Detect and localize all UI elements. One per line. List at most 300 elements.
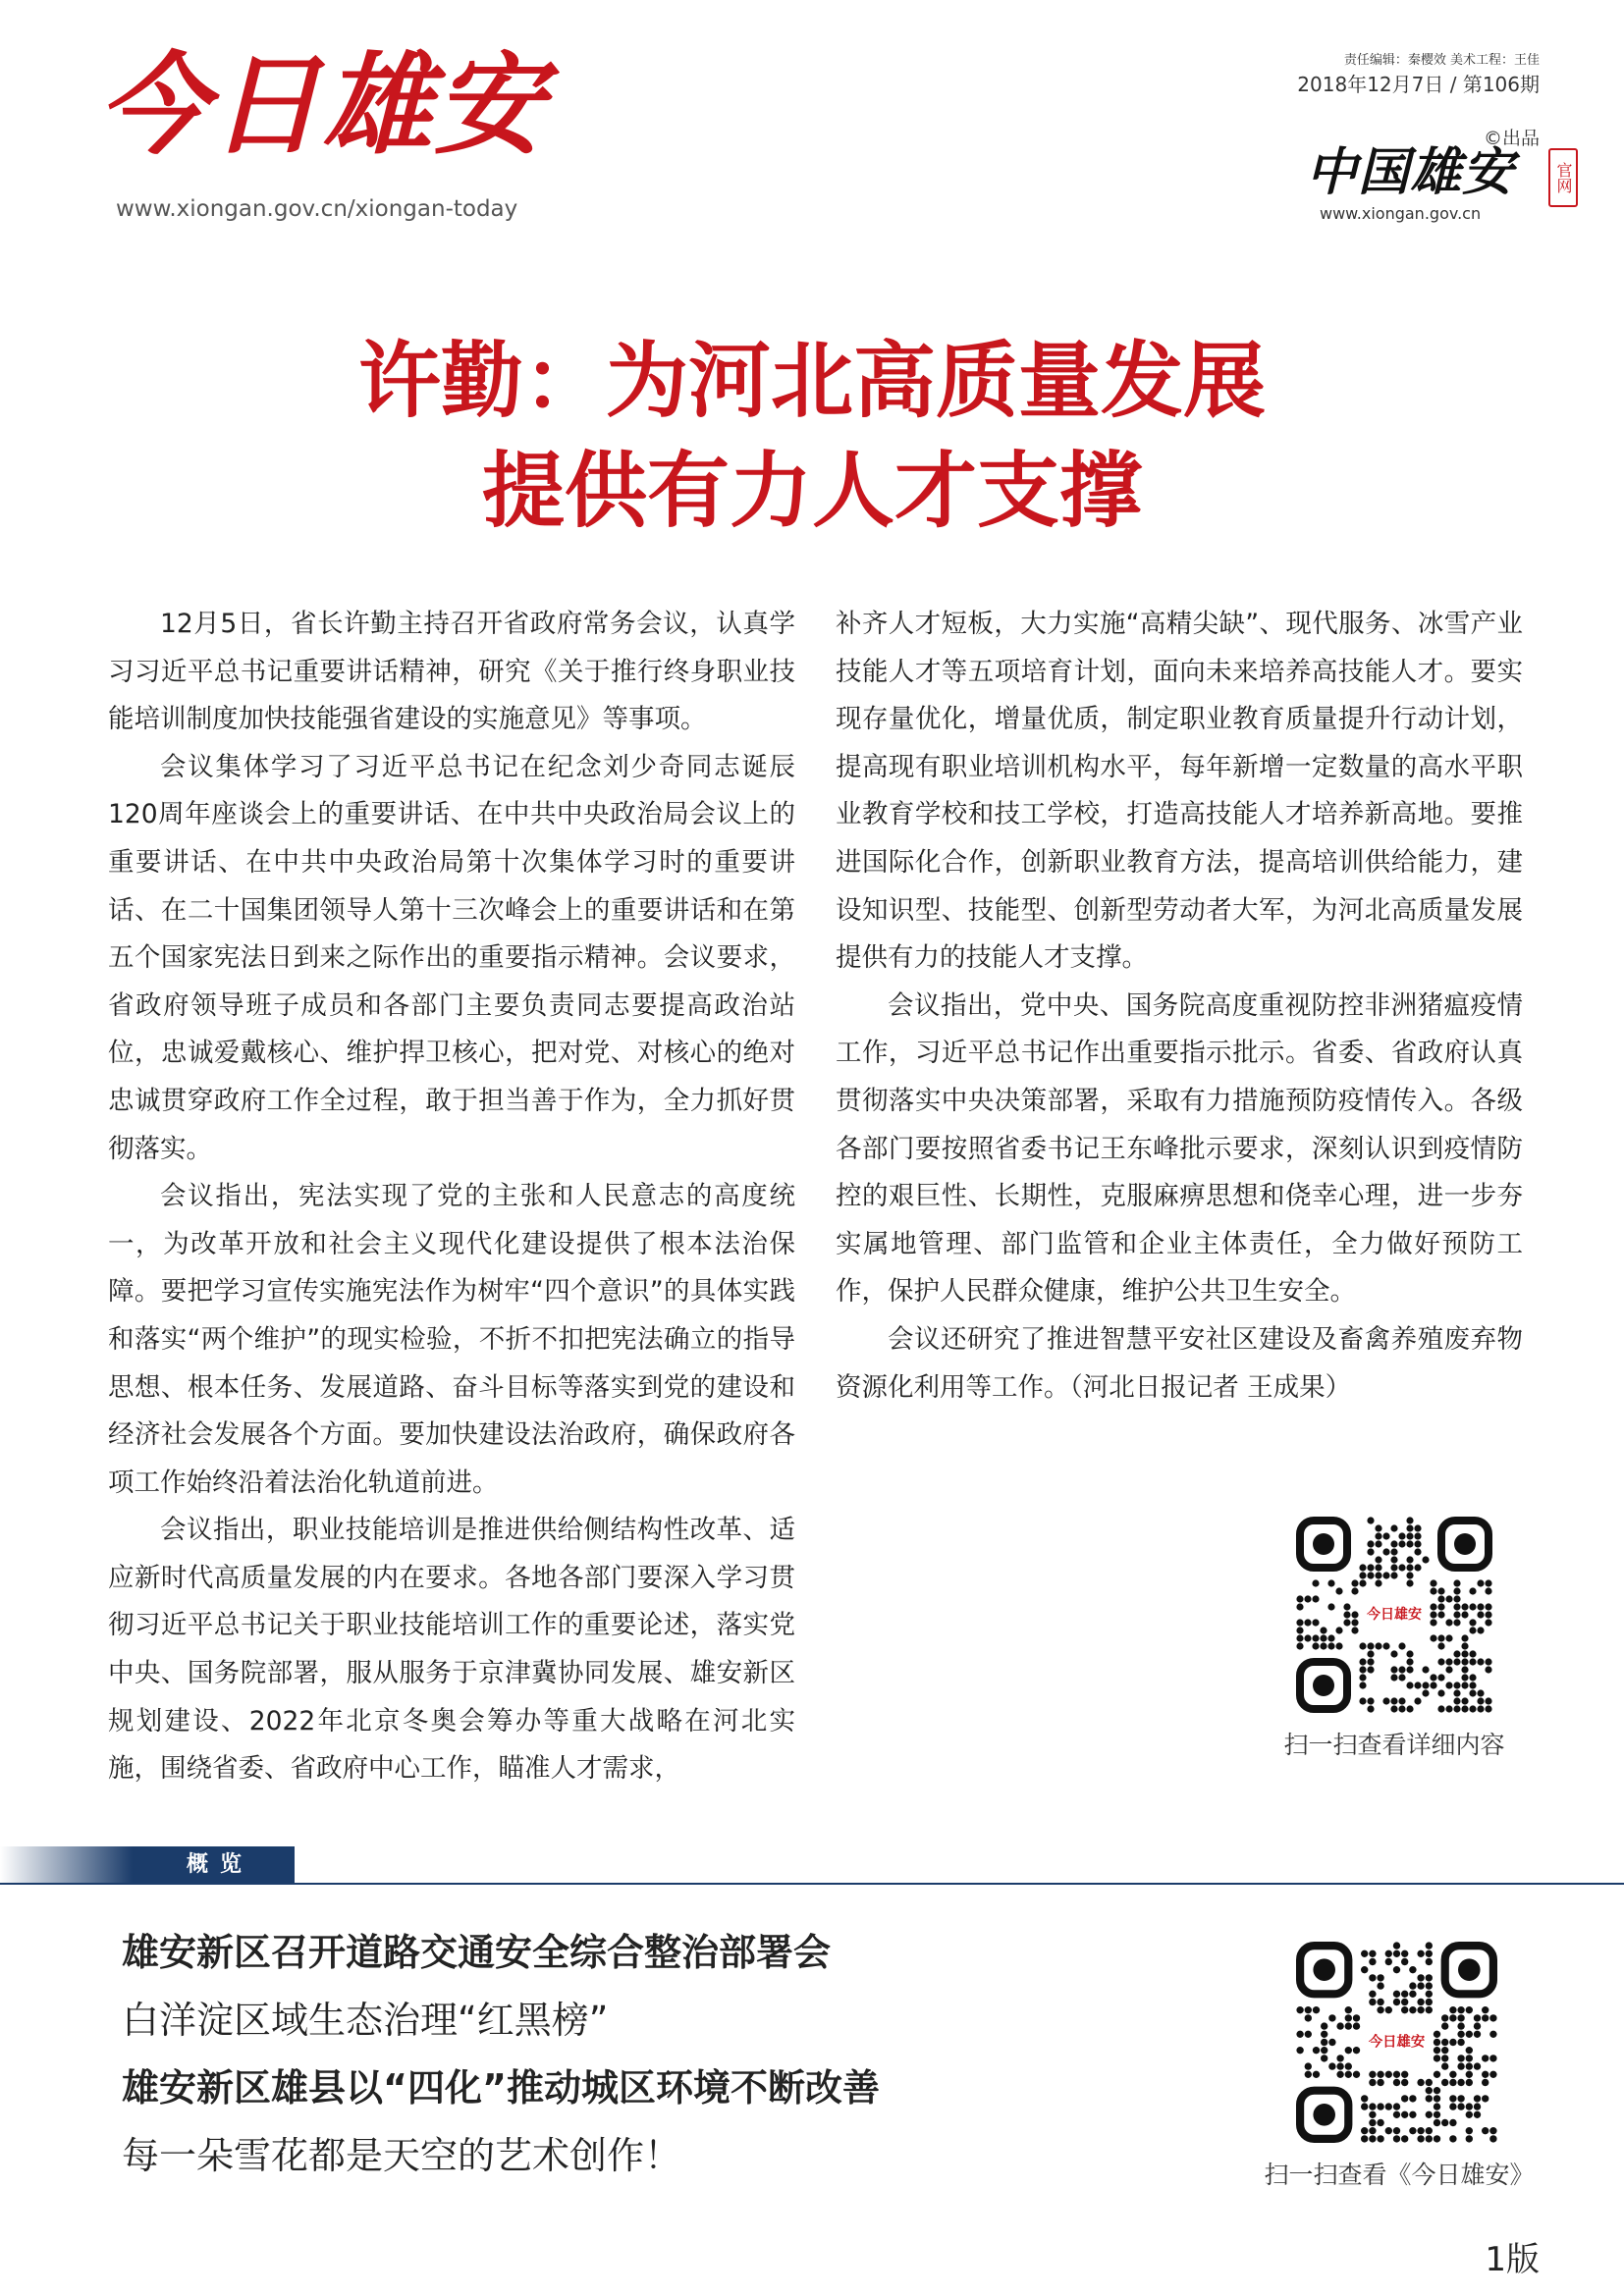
overview-divider	[0, 1883, 1624, 1885]
qr-module	[1398, 1705, 1405, 1712]
qr-module	[1441, 2119, 1448, 2126]
qr-module	[1327, 1579, 1334, 1586]
qr-module	[1426, 1982, 1433, 1989]
qr-module	[1489, 2055, 1496, 2061]
qr-module	[1345, 2006, 1352, 2013]
qr-module	[1445, 1634, 1452, 1641]
qr-module	[1377, 2006, 1383, 2013]
qr-module	[1367, 1705, 1374, 1712]
qr-module	[1466, 2079, 1473, 2086]
qr-module	[1469, 1674, 1476, 1681]
qr-module	[1345, 2062, 1352, 2069]
qr-module	[1441, 2047, 1448, 2054]
qr-module	[1304, 1595, 1311, 1602]
overview-item[interactable]: 雄安新区雄县以“四化”推动城区环境不断改善	[122, 2066, 880, 2109]
qr-module	[1369, 2135, 1376, 2142]
qr-module	[1369, 1958, 1376, 1965]
qr-module	[1477, 1697, 1484, 1704]
qr-module	[1369, 2119, 1376, 2126]
qr-module	[1369, 2127, 1376, 2134]
qr-module	[1409, 2095, 1416, 2102]
qr-module	[1482, 2079, 1489, 2086]
qr-module	[1466, 2047, 1473, 2054]
qr-module	[1434, 2039, 1440, 2046]
qr-module	[1390, 1666, 1397, 1673]
qr-module	[1328, 2039, 1335, 2046]
qr-module	[1457, 2022, 1464, 2029]
qr-module	[1345, 2014, 1352, 2021]
qr-module	[1426, 2095, 1433, 2102]
qr-module	[1489, 2014, 1496, 2021]
qr-module	[1296, 2047, 1303, 2054]
qr-module	[1449, 2103, 1456, 2109]
qr-module	[1304, 1619, 1311, 1626]
qr-module	[1441, 2079, 1448, 2086]
qr-module	[1351, 1619, 1358, 1626]
brand-url[interactable]: www.xiongan.gov.cn	[1320, 204, 1482, 223]
qr-module	[1437, 1603, 1444, 1610]
qr-module	[1351, 1611, 1358, 1618]
qr-module	[1426, 2006, 1433, 2013]
qr-module	[1461, 1642, 1468, 1649]
qr-module	[1453, 1682, 1460, 1688]
qr-module	[1320, 1642, 1326, 1649]
qr-module	[1327, 1634, 1334, 1641]
qr-module	[1457, 2095, 1464, 2102]
qr-finder-dot	[1313, 2104, 1335, 2126]
qr-module	[1434, 2119, 1440, 2126]
qr-module	[1409, 2127, 1416, 2134]
qr-module	[1375, 1532, 1381, 1539]
qr-module	[1426, 1942, 1433, 1949]
qr-module	[1414, 1532, 1421, 1539]
qr-module	[1393, 1966, 1400, 1973]
qr-module	[1485, 1603, 1491, 1610]
qr-module	[1406, 1517, 1413, 1523]
qr-module	[1393, 2111, 1400, 2118]
overview-item[interactable]: 雄安新区召开道路交通安全综合整治部署会	[122, 1931, 832, 1974]
headline	[0, 326, 1624, 546]
qr-module	[1321, 2031, 1327, 2038]
qr-module	[1359, 1579, 1366, 1586]
qr-module	[1369, 2071, 1376, 2078]
qr-module	[1409, 1982, 1416, 1989]
qr-code-graphic	[1296, 1942, 1497, 2143]
qr-module	[1426, 2087, 1433, 2094]
qr-module	[1398, 1532, 1405, 1539]
qr-module	[1335, 1642, 1342, 1649]
qr-module	[1367, 1548, 1374, 1555]
qr-module	[1461, 1666, 1468, 1673]
qr-module	[1377, 2071, 1383, 2078]
qr-module	[1422, 1689, 1429, 1696]
qr-module	[1453, 1705, 1460, 1712]
qr-module	[1377, 2079, 1383, 2086]
qr-module	[1305, 2071, 1312, 2078]
qr-module	[1369, 1974, 1376, 1981]
qr-module	[1336, 2062, 1343, 2069]
qr-module	[1457, 2103, 1464, 2109]
qr-module	[1437, 1634, 1444, 1641]
qr-module	[1320, 1627, 1326, 1633]
qr-module	[1409, 2006, 1416, 2013]
qr-module	[1327, 1642, 1334, 1649]
qr-module	[1434, 2031, 1440, 2038]
qr-module	[1469, 1619, 1476, 1626]
qr-module	[1426, 1991, 1433, 1998]
qr-module	[1437, 1674, 1444, 1681]
qr-module	[1312, 1595, 1319, 1602]
qr-module	[1382, 1572, 1389, 1578]
qr-module	[1474, 2103, 1481, 2109]
qr-module	[1417, 2135, 1424, 2142]
qr-module	[1296, 2031, 1303, 2038]
qr-module	[1457, 2014, 1464, 2021]
qr-module	[1417, 1999, 1424, 2005]
qr-module	[1457, 2062, 1464, 2069]
qr-module	[1377, 1974, 1383, 1981]
qr-module	[1417, 1974, 1424, 1981]
qr-module	[1445, 1705, 1452, 1712]
qr-module	[1477, 1579, 1484, 1586]
qr-module	[1401, 1999, 1408, 2005]
qr-module	[1401, 2135, 1408, 2142]
qr-module	[1449, 2006, 1456, 2013]
overview-item[interactable]: 每一朵雪花都是天空的艺术创作！	[122, 2134, 682, 2177]
qr-module	[1353, 2047, 1360, 2054]
qr-module	[1353, 2014, 1360, 2021]
qr-module	[1369, 2079, 1376, 2086]
qr-module	[1406, 1556, 1413, 1563]
qr-module	[1449, 2014, 1456, 2021]
qr-module	[1336, 2071, 1343, 2078]
article-column-left	[108, 601, 795, 1793]
qr-module	[1417, 1950, 1424, 1957]
qr-module	[1328, 2062, 1335, 2069]
qr-module	[1469, 1587, 1476, 1594]
qr-module	[1296, 2006, 1303, 2013]
qr-code-details[interactable]	[1296, 1517, 1492, 1713]
qr-module	[1461, 1611, 1468, 1618]
qr-module	[1485, 1705, 1491, 1712]
qr-module	[1453, 1611, 1460, 1618]
qr-module	[1489, 2135, 1496, 2142]
qr-module	[1469, 1650, 1476, 1657]
qr-module	[1382, 1548, 1389, 1555]
qr-module	[1398, 1540, 1405, 1547]
qr-module	[1335, 1587, 1342, 1594]
qr-module	[1449, 2071, 1456, 2078]
qr-module	[1385, 2103, 1392, 2109]
qr-module	[1401, 1991, 1408, 1998]
article-paragraph: 会议指出，党中央、国务院高度重视防控非洲猪瘟疫情工作，习近平总书记作出重要指示批示。省委、省政府认真贯彻落实中央决策部署，采取有力措施预防疫情传入。各级各部门要按照省委书记王东峰批示要求，深刻认识到疫情防控的艰巨性、长期性，克服麻痹思想和侥幸心理，进一步夯实属地管理、部门监管和企业主体责任，全力做好预防工作，保护人民群众健康，维护公共卫生安全。	[836, 989, 1523, 1308]
qr-module	[1445, 1666, 1452, 1673]
qr-module	[1434, 2071, 1440, 2078]
page-number: 1版	[1485, 2240, 1540, 2279]
qr-module	[1430, 1674, 1436, 1681]
qr-module	[1359, 1642, 1366, 1649]
qr-module	[1401, 2006, 1408, 2013]
qr-module	[1296, 1595, 1303, 1602]
qr-caption-today: 扫一扫查看《今日雄安》	[1264, 2161, 1535, 2189]
qr-module	[1390, 1540, 1397, 1547]
qr-module	[1393, 1999, 1400, 2005]
qr-module	[1367, 1564, 1374, 1571]
qr-module	[1328, 2014, 1335, 2021]
qr-module	[1437, 1611, 1444, 1618]
qr-module	[1414, 1548, 1421, 1555]
qr-module	[1430, 1682, 1436, 1688]
qr-caption-details: 扫一扫查看详细内容	[1283, 1731, 1505, 1759]
qr-module	[1453, 1619, 1460, 1626]
qr-module	[1466, 2062, 1473, 2069]
qr-module	[1377, 2103, 1383, 2109]
qr-module	[1361, 1950, 1368, 1957]
qr-module	[1375, 1572, 1381, 1578]
qr-module	[1457, 2079, 1464, 2086]
qr-module	[1390, 1548, 1397, 1555]
qr-module	[1461, 1634, 1468, 1641]
qr-module	[1466, 2111, 1473, 2118]
qr-module	[1406, 1650, 1413, 1657]
qr-module	[1361, 2127, 1368, 2134]
qr-module	[1305, 2062, 1312, 2069]
qr-module	[1453, 1650, 1460, 1657]
qr-module	[1296, 1642, 1303, 1649]
qr-module	[1369, 1999, 1376, 2005]
qr-code-today[interactable]	[1296, 1942, 1497, 2143]
qr-module	[1321, 2022, 1327, 2029]
qr-module	[1390, 1556, 1397, 1563]
qr-module	[1382, 1532, 1389, 1539]
qr-module	[1367, 1666, 1374, 1673]
overview-item[interactable]: 白洋淀区域生态治理“红黑榜”	[122, 1999, 609, 2042]
qr-module	[1441, 2055, 1448, 2061]
qr-module	[1390, 1705, 1397, 1712]
qr-module	[1434, 2103, 1440, 2109]
qr-module	[1469, 1658, 1476, 1665]
qr-module	[1305, 2006, 1312, 2013]
qr-module	[1482, 2127, 1489, 2134]
qr-module	[1474, 2095, 1481, 2102]
qr-module	[1449, 2119, 1456, 2126]
qr-module	[1327, 1603, 1334, 1610]
qr-module	[1377, 2135, 1383, 2142]
qr-module	[1449, 2079, 1456, 2086]
qr-module	[1482, 2095, 1489, 2102]
qr-module	[1482, 2055, 1489, 2061]
qr-module	[1312, 1642, 1319, 1649]
qr-module	[1361, 2135, 1368, 2142]
qr-module	[1359, 1682, 1366, 1688]
qr-module	[1336, 2022, 1343, 2029]
article-paragraph: 补齐人才短板，大力实施“高精尖缺”、现代服务、冰雪产业技能人才等五项培育计划，面向未来培养高技能人才。要实现存量优化，增量优质，制定职业教育质量提升行动计划，提高现有职业培训机构水平，每年新增一定数量的高水平职业教育学校和技工学校，打造高技能人才培养新高地。要推进国际化合作，创新职业教育方法，提高培训供给能力，建设知识型、技能型、创新型劳动者大军，为河北高质量发展提供有力的技能人才支撑。	[836, 609, 1523, 974]
qr-module	[1393, 1942, 1400, 1949]
qr-module	[1461, 1603, 1468, 1610]
qr-module	[1385, 1958, 1392, 1965]
qr-module	[1489, 2127, 1496, 2134]
qr-module	[1422, 1682, 1429, 1688]
qr-module	[1351, 1587, 1358, 1594]
qr-module	[1434, 2055, 1440, 2061]
qr-module	[1434, 2135, 1440, 2142]
qr-module	[1426, 2127, 1433, 2134]
qr-module	[1313, 2071, 1320, 2078]
qr-module	[1406, 1705, 1413, 1712]
qr-module	[1417, 2006, 1424, 2013]
qr-module	[1485, 1611, 1491, 1618]
qr-module	[1406, 1666, 1413, 1673]
qr-module	[1406, 1540, 1413, 1547]
qr-module	[1359, 1697, 1366, 1704]
qr-module	[1441, 2014, 1448, 2021]
qr-module	[1390, 1697, 1397, 1704]
qr-module	[1489, 2031, 1496, 2038]
qr-module	[1393, 2103, 1400, 2109]
qr-module	[1461, 1705, 1468, 1712]
qr-module	[1375, 1524, 1381, 1531]
qr-module	[1345, 2022, 1352, 2029]
qr-module	[1414, 1524, 1421, 1531]
qr-module	[1351, 1627, 1358, 1633]
headline-line-2: 提供有力人才支撑	[481, 442, 1142, 539]
qr-module	[1449, 2095, 1456, 2102]
qr-module	[1304, 1634, 1311, 1641]
qr-module	[1345, 2047, 1352, 2054]
qr-module	[1477, 1689, 1484, 1696]
qr-module	[1406, 1658, 1413, 1665]
qr-module	[1390, 1524, 1397, 1531]
qr-module	[1359, 1572, 1366, 1578]
qr-module	[1437, 1705, 1444, 1712]
qr-module	[1477, 1658, 1484, 1665]
qr-module	[1401, 2079, 1408, 2086]
qr-module	[1430, 1587, 1436, 1594]
qr-module	[1401, 2071, 1408, 2078]
qr-module	[1430, 1619, 1436, 1626]
qr-module	[1393, 2079, 1400, 2086]
qr-module	[1367, 1697, 1374, 1704]
qr-module	[1385, 2127, 1392, 2134]
qr-module	[1426, 2111, 1433, 2118]
qr-finder-dot	[1313, 1675, 1334, 1696]
qr-module	[1321, 2055, 1327, 2061]
publisher-credit: ©出品	[1483, 128, 1540, 149]
qr-module	[1353, 2071, 1360, 2078]
qr-module	[1414, 1682, 1421, 1688]
qr-module	[1474, 2062, 1481, 2069]
qr-module	[1414, 1540, 1421, 1547]
qr-module	[1321, 2039, 1327, 2046]
qr-module	[1434, 2087, 1440, 2094]
qr-module	[1343, 1619, 1350, 1626]
brand-logo-text: 中国雄安	[1306, 142, 1515, 202]
qr-module	[1477, 1611, 1484, 1618]
qr-module	[1409, 1991, 1416, 1998]
qr-module	[1466, 2127, 1473, 2134]
qr-module	[1385, 2006, 1392, 2013]
qr-module	[1401, 2111, 1408, 2118]
qr-module	[1312, 1634, 1319, 1641]
qr-module	[1466, 2071, 1473, 2078]
qr-module	[1457, 2055, 1464, 2061]
masthead-title: 今日雄安	[98, 41, 546, 170]
qr-module	[1377, 2119, 1383, 2126]
qr-module	[1369, 1991, 1376, 1998]
qr-module	[1461, 1697, 1468, 1704]
qr-module	[1466, 2006, 1473, 2013]
qr-module	[1426, 2135, 1433, 2142]
qr-module	[1377, 1999, 1383, 2005]
qr-module	[1485, 1658, 1491, 1665]
qr-module	[1369, 2103, 1376, 2109]
qr-module	[1393, 2135, 1400, 2142]
qr-module	[1393, 2127, 1400, 2134]
qr-module	[1375, 1579, 1381, 1586]
qr-module	[1430, 1634, 1436, 1641]
qr-module	[1474, 2111, 1481, 2118]
qr-module	[1393, 1950, 1400, 1957]
qr-logo-text: 今日雄安	[1367, 1607, 1422, 1623]
qr-module	[1437, 1642, 1444, 1649]
qr-logo-text: 今日雄安	[1368, 2034, 1426, 2051]
qr-module	[1406, 1579, 1413, 1586]
qr-module	[1409, 1966, 1416, 1973]
qr-module	[1437, 1658, 1444, 1665]
official-stamp-icon: 官网	[1548, 148, 1578, 207]
qr-module	[1296, 1619, 1303, 1626]
qr-module	[1296, 1603, 1303, 1610]
qr-module	[1426, 1950, 1433, 1957]
qr-module	[1469, 1603, 1476, 1610]
article-paragraph: 会议指出，宪法实现了党的主张和人民意志的高度统一，为改革开放和社会主义现代化建设提供了根本法治保障。要把学习宣传实施宪法作为树牢“四个意识”的具体实践和落实“两个维护”的现实检验，不折不扣把宪法确立的指导思想、根本任务、发展道路、奋斗目标等落实到党的建设和经济社会发展各个方面。要加快建设法治政府，确保政府各项工作始终沿着法治化轨道前进。	[108, 1181, 795, 1498]
qr-module	[1375, 1564, 1381, 1571]
qr-module	[1385, 1950, 1392, 1957]
qr-module	[1437, 1587, 1444, 1594]
qr-module	[1474, 2031, 1481, 2038]
qr-module	[1477, 1627, 1484, 1633]
masthead-url[interactable]: www.xiongan.gov.cn/xiongan-today	[116, 196, 518, 222]
qr-module	[1390, 1674, 1397, 1681]
qr-module	[1401, 2095, 1408, 2102]
qr-module	[1375, 1556, 1381, 1563]
qr-module	[1445, 1658, 1452, 1665]
qr-finder-dot	[1454, 1533, 1476, 1555]
qr-module	[1417, 1982, 1424, 1989]
qr-module	[1343, 1603, 1350, 1610]
qr-module	[1414, 1697, 1421, 1704]
qr-module	[1461, 1674, 1468, 1681]
article-paragraph: 会议集体学习了习近平总书记在纪念刘少奇同志诞辰120周年座谈会上的重要讲话、在中共中央政治局会议上的重要讲话、在中共中央政治局第十次集体学习时的重要讲话、在二十国集团领导人第十三次峰会上的重要讲话和在第五个国家宪法日到来之际作出的重要指示精神。会议要求，省政府领导班子成员和各部门主要负责同志要提高政治站位，忠诚爱戴核心、维护捍卫核心，把对党、对核心的绝对忠诚贯穿政府工作全过程，敢于担当善于作为，全力抓好贯彻落实。	[108, 751, 795, 1164]
qr-module	[1449, 2039, 1456, 2046]
qr-module	[1406, 1682, 1413, 1688]
qr-module	[1320, 1634, 1326, 1641]
qr-module	[1393, 1991, 1400, 1998]
qr-module	[1437, 1689, 1444, 1696]
qr-module	[1482, 2014, 1489, 2021]
qr-module	[1343, 1611, 1350, 1618]
qr-module	[1461, 1658, 1468, 1665]
qr-module	[1434, 2095, 1440, 2102]
qr-module	[1466, 2031, 1473, 2038]
qr-module	[1485, 1666, 1491, 1673]
qr-module	[1474, 2014, 1481, 2021]
qr-module	[1361, 1966, 1368, 1973]
overview-label: 概览	[187, 1852, 254, 1877]
qr-module	[1312, 1619, 1319, 1626]
qr-module	[1477, 1603, 1484, 1610]
qr-module	[1469, 1682, 1476, 1688]
